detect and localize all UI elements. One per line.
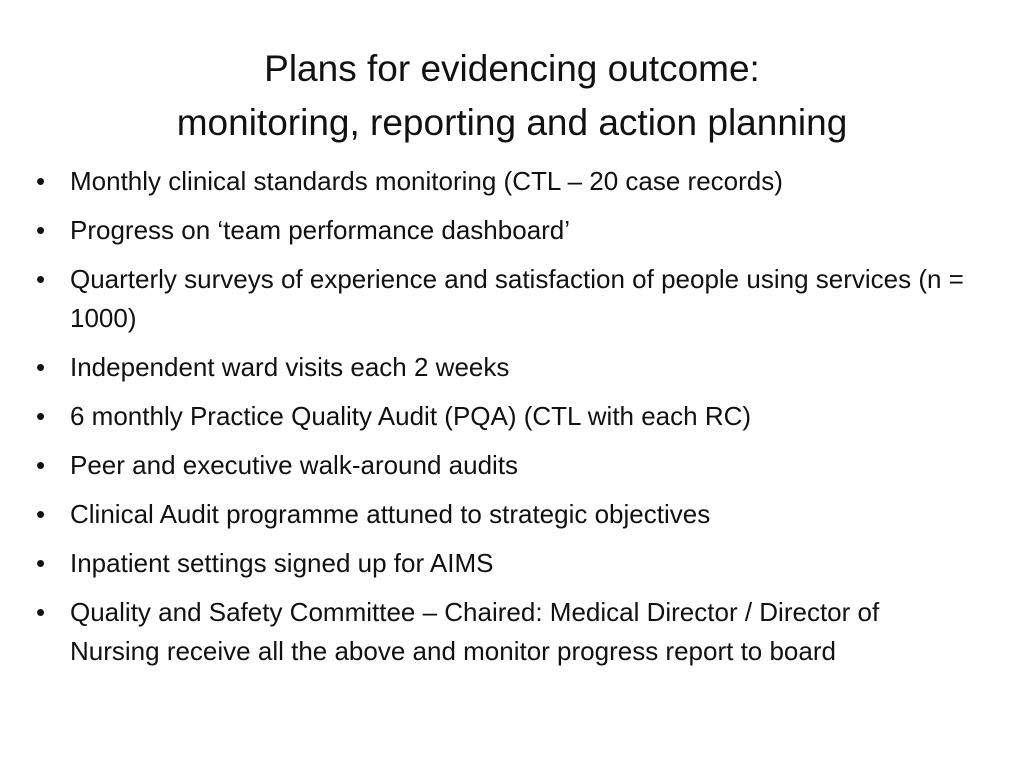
bullet-list [30,162,970,681]
title-line-1: Plans for evidencing outcome: [264,48,760,89]
bullet-icon: • [36,499,46,529]
list-item [30,162,970,201]
bullet-icon: • [36,597,46,627]
list-item [30,495,970,534]
bullet-text: Quarterly surveys of experience and satisfaction of people using services (n = 1000) [70,264,964,333]
bullet-text: Inpatient settings signed up for AIMS [70,548,494,578]
bullet-text: Peer and executive walk-around audits [70,450,519,480]
list-item [30,348,970,387]
bullet-text: Clinical Audit programme attuned to strategic objectives [70,499,711,529]
bullet-icon: • [36,401,46,431]
bullet-text: Quality and Safety Committee – Chaired: Medical Director / Director of Nursing receive all the above and monitor progress report to board [70,597,880,666]
bullet-icon: • [36,352,46,382]
bullet-icon: • [36,450,46,480]
slide-title [60,42,964,150]
bullet-text: Monthly clinical standards monitoring (CTL – 20 case records) [70,166,783,196]
list-item [30,211,970,250]
list-item [30,397,970,436]
title-line-2: monitoring, reporting and action planning [176,102,848,143]
bullet-icon: • [36,264,46,294]
bullet-text: 6 monthly Practice Quality Audit (PQA) (CTL with each RC) [70,401,752,431]
bullet-icon: • [36,215,46,245]
bullet-icon: • [36,548,46,578]
list-item [30,260,970,338]
bullet-icon: • [36,166,46,196]
list-item [30,446,970,485]
bullet-text: Progress on ‘team performance dashboard’ [70,215,571,245]
list-item [30,593,970,671]
bullet-text: Independent ward visits each 2 weeks [70,352,510,382]
list-item [30,544,970,583]
